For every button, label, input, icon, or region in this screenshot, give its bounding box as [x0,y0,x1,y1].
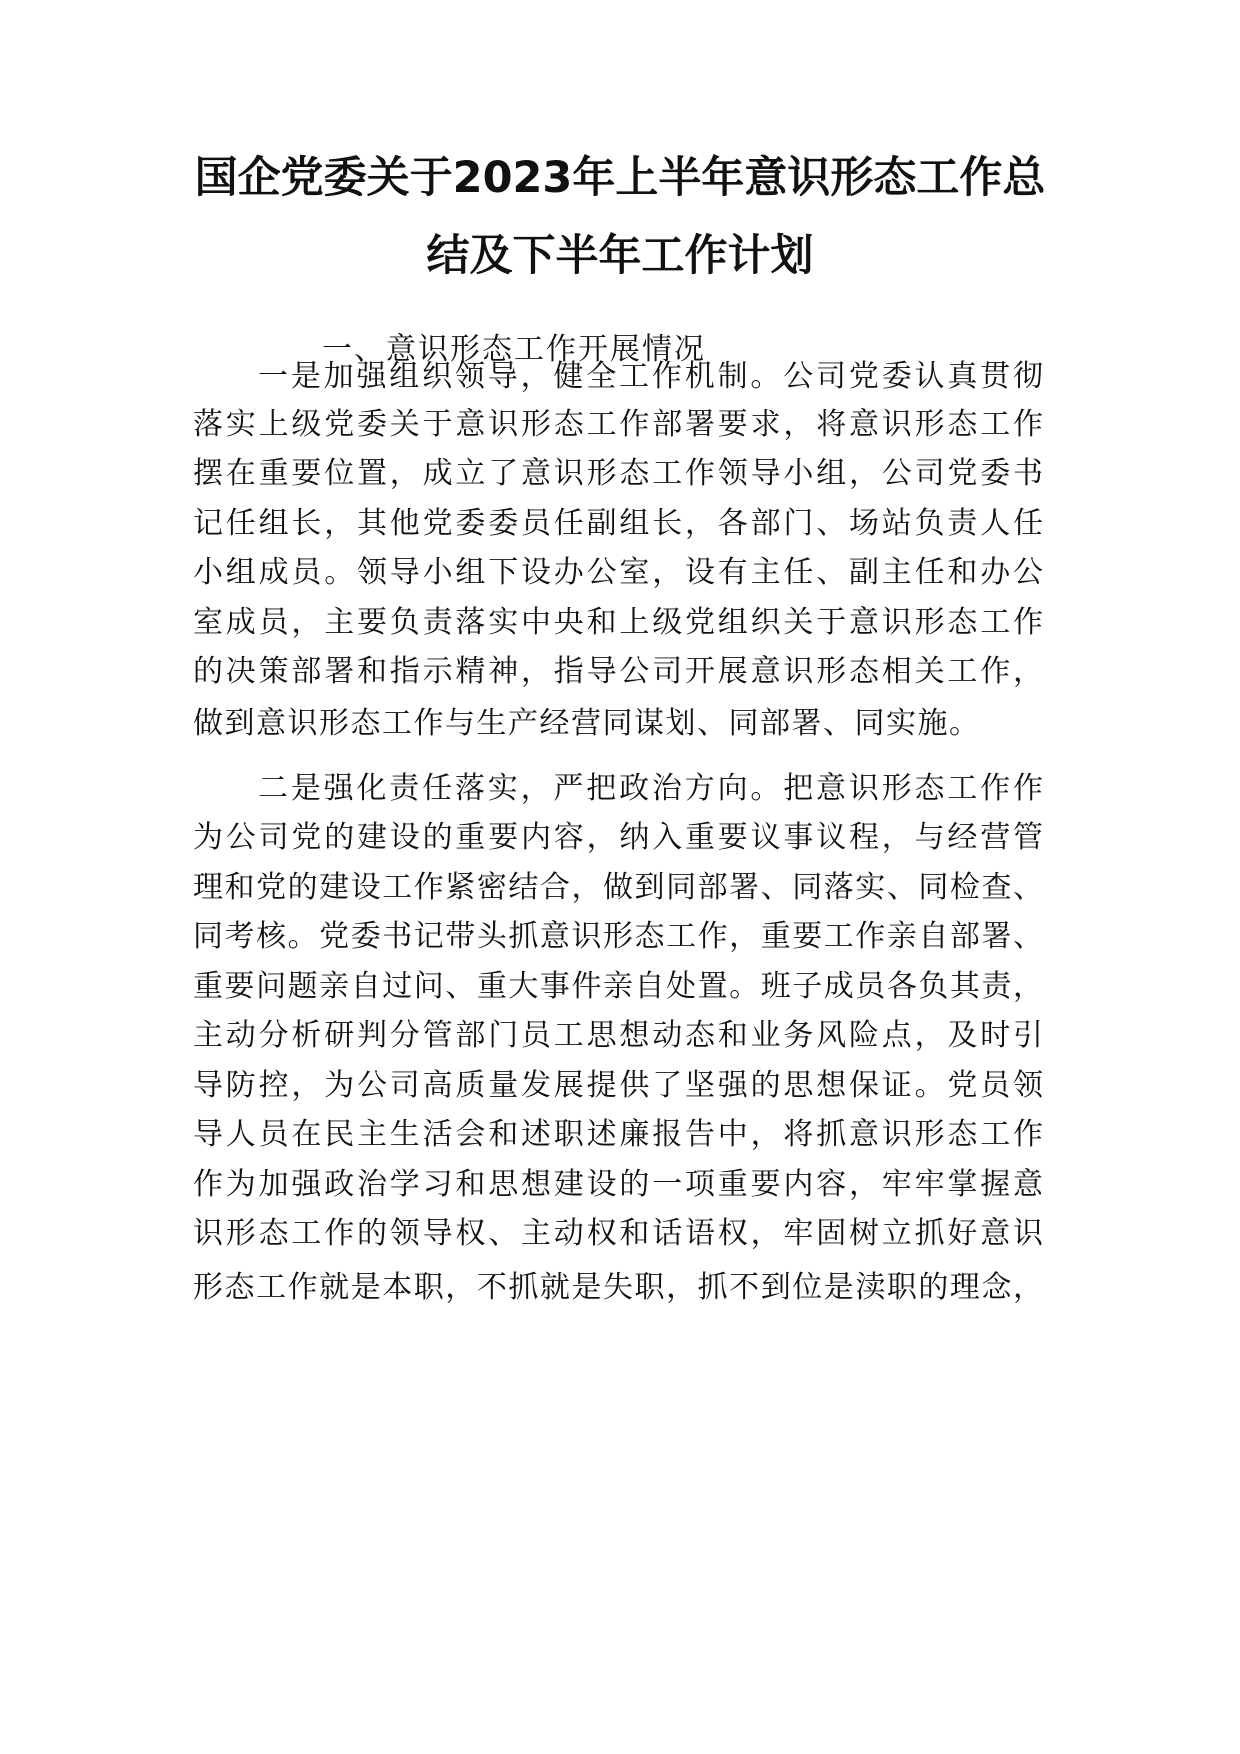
paragraph-line: 的决策部署和指示精神，指导公司开展意识形态相关工作， [193,654,1043,689]
paragraph-line: 二是强化责任落实，严把政治方向。把意识形态工作作 [258,771,1043,806]
paragraph-line: 导人员在民主生活会和述职述廉报告中，将抓意识形态工作 [193,1117,1043,1152]
document-title-line-2: 结及下半年工作计划 [426,231,814,281]
paragraph-line: 重要问题亲自过问、重大事件亲自处置。班子成员各负其责， [193,969,1043,1004]
paragraph-line: 作为加强政治学习和思想建设的一项重要内容，牢牢掌握意 [193,1167,1043,1202]
paragraph-line: 导防控，为公司高质量发展提供了坚强的思想保证。党员领 [193,1068,1043,1103]
paragraph-line: 记任组长，其他党委委员任副组长，各部门、场站负责人任 [193,506,1043,541]
paragraph-line: 理和党的建设工作紧密结合，做到同部署、同落实、同检查、 [193,870,1043,905]
document-title-line-1: 国企党委关于2023年上半年意识形态工作总 [194,153,1046,203]
paragraph-line: 一是加强组织领导，健全工作机制。公司党委认真贯彻 [258,359,1043,394]
paragraph-line: 室成员，主要负责落实中央和上级党组织关于意识形态工作 [193,605,1043,640]
paragraph-line: 同考核。党委书记带头抓意识形态工作，重要工作亲自部署、 [193,919,1043,954]
section-heading: 一、意识形态工作开展情况 [322,332,706,367]
paragraph-line: 做到意识形态工作与生产经营同谋划、同部署、同实施。 [193,706,981,741]
paragraph-line: 落实上级党委关于意识形态工作部署要求，将意识形态工作 [193,407,1043,442]
paragraph-line: 小组成员。领导小组下设办公室，设有主任、副主任和办公 [193,555,1043,590]
paragraph-line: 形态工作就是本职，不抓就是失职，抓不到位是渎职的理念， [193,1270,1043,1305]
paragraph-line: 识形态工作的领导权、主动权和话语权，牢固树立抓好意识 [193,1216,1043,1251]
paragraph-line: 为公司党的建设的重要内容，纳入重要议事议程，与经营管 [193,820,1043,855]
paragraph-line: 主动分析研判分管部门员工思想动态和业务风险点，及时引 [193,1018,1043,1053]
paragraph-line: 摆在重要位置，成立了意识形态工作领导小组，公司党委书 [193,456,1043,491]
